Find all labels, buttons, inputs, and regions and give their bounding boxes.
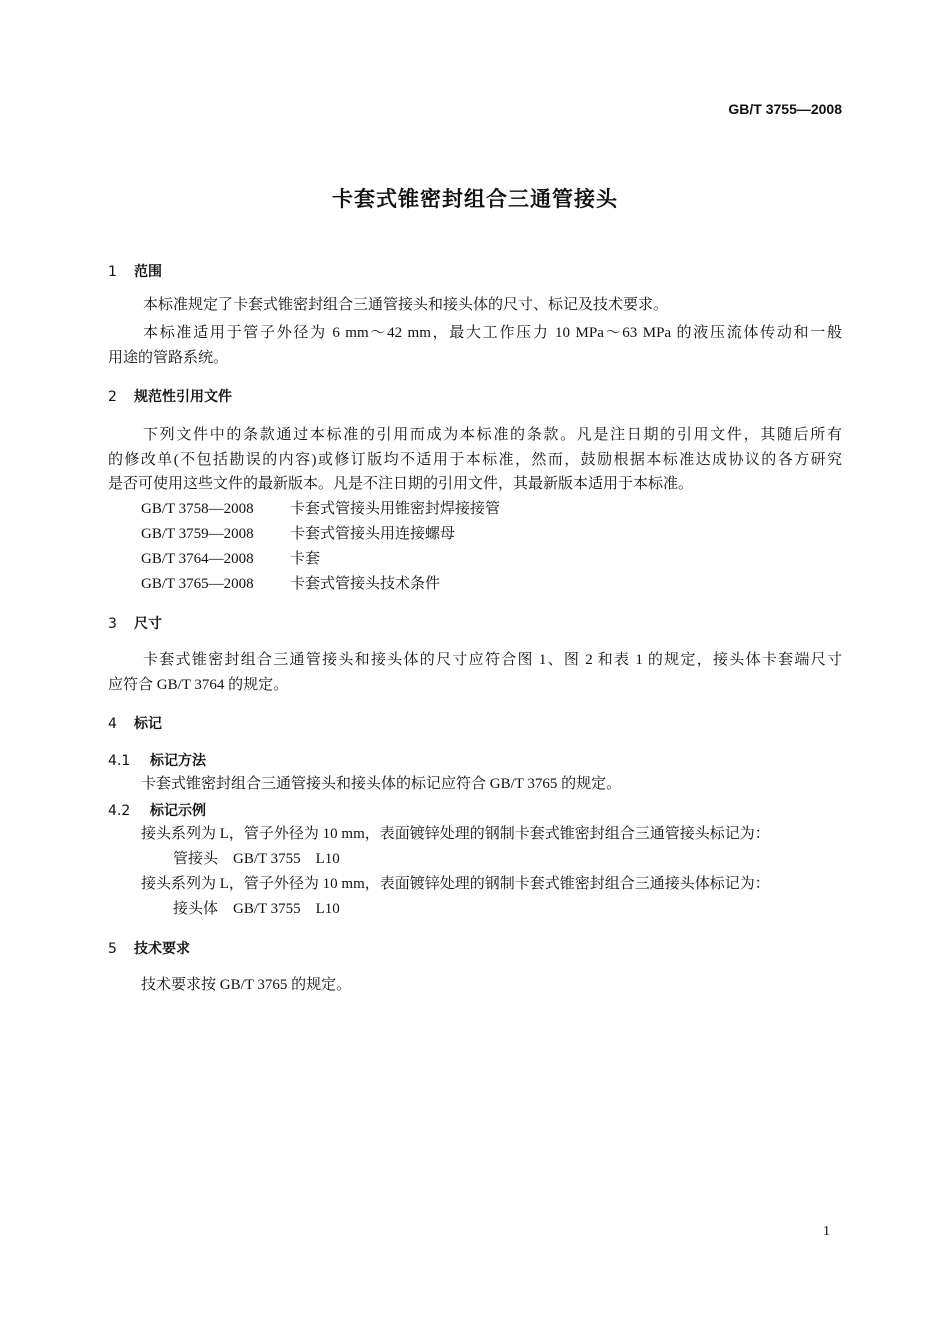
section-1-heading [108, 261, 162, 281]
section-5-heading [108, 938, 190, 958]
section-title: 范围 [134, 264, 162, 280]
paragraph: 的修改单(不包括勘误的内容)或修订版均不适用于本标准，然而，鼓励根据本标准达成协议的各方研究 [108, 452, 842, 468]
section-number: 4 [108, 716, 117, 732]
reference-code: GB/T 3764—2008 [141, 551, 254, 567]
section-number: 1 [108, 264, 117, 280]
paragraph: 是否可使用这些文件的最新版本。凡是不注日期的引用文件，其最新版本适用于本标准。 [108, 476, 694, 492]
section-title: 标记方法 [150, 753, 206, 769]
reference-code: GB/T 3759—2008 [141, 526, 254, 542]
paragraph: 用途的管路系统。 [108, 350, 229, 366]
paragraph: 应符合 GB/T 3764 的规定。 [108, 677, 289, 693]
example-text: 接头系列为 L，管子外径为 10 mm，表面镀锌处理的钢制卡套式锥密封组合三通管接头标记为： [141, 826, 770, 842]
section-number: 3 [108, 616, 117, 632]
paragraph: 技术要求按 GB/T 3765 的规定。 [141, 977, 352, 993]
section-4-1-heading [108, 750, 206, 770]
reference-code: GB/T 3765—2008 [141, 576, 254, 592]
reference-title: 卡套 [290, 551, 321, 567]
reference-title: 卡套式管接头用连接螺母 [290, 526, 456, 542]
paragraph: 本标准规定了卡套式锥密封组合三通管接头和接头体的尺寸、标记及技术要求。 [143, 297, 669, 313]
section-title: 标记 [134, 716, 162, 732]
reference-title: 卡套式管接头用锥密封焊接接管 [290, 501, 501, 517]
paragraph: 本标准适用于管子外径为 6 mm～42 mm，最大工作压力 10 MPa～63 MPa 的液压流体传动和一般 [143, 325, 842, 341]
section-4-heading [108, 713, 162, 733]
section-number: 4.2 [108, 803, 131, 819]
section-number: 5 [108, 941, 117, 957]
paragraph: 卡套式锥密封组合三通管接头和接头体的标记应符合 GB/T 3765 的规定。 [141, 776, 622, 792]
paragraph: 卡套式锥密封组合三通管接头和接头体的尺寸应符合图 1、图 2 和表 1 的规定，接头体卡套端尺寸 [143, 652, 842, 668]
section-title: 规范性引用文件 [134, 389, 232, 405]
section-title: 技术要求 [134, 941, 190, 957]
reference-title: 卡套式管接头技术条件 [290, 576, 441, 592]
section-4-2-heading [108, 800, 206, 820]
paragraph: 下列文件中的条款通过本标准的引用而成为本标准的条款。凡是注日期的引用文件，其随后所有 [143, 427, 842, 443]
reference-code: GB/T 3758—2008 [141, 501, 254, 517]
section-2-heading [108, 386, 232, 406]
section-3-heading [108, 613, 162, 633]
example-marking: 管接头 GB/T 3755 L10 [173, 851, 340, 867]
example-text: 接头系列为 L，管子外径为 10 mm，表面镀锌处理的钢制卡套式锥密封组合三通接头体标记为： [141, 876, 770, 892]
section-title: 尺寸 [134, 616, 162, 632]
example-marking: 接头体 GB/T 3755 L10 [173, 901, 340, 917]
section-number: 2 [108, 389, 117, 405]
standard-number: GB/T 3755—2008 [728, 101, 842, 117]
section-title: 标记示例 [150, 803, 206, 819]
page-number: 1 [823, 1224, 830, 1239]
section-number: 4.1 [108, 753, 131, 769]
document-title: 卡套式锥密封组合三通管接头 [332, 187, 618, 211]
